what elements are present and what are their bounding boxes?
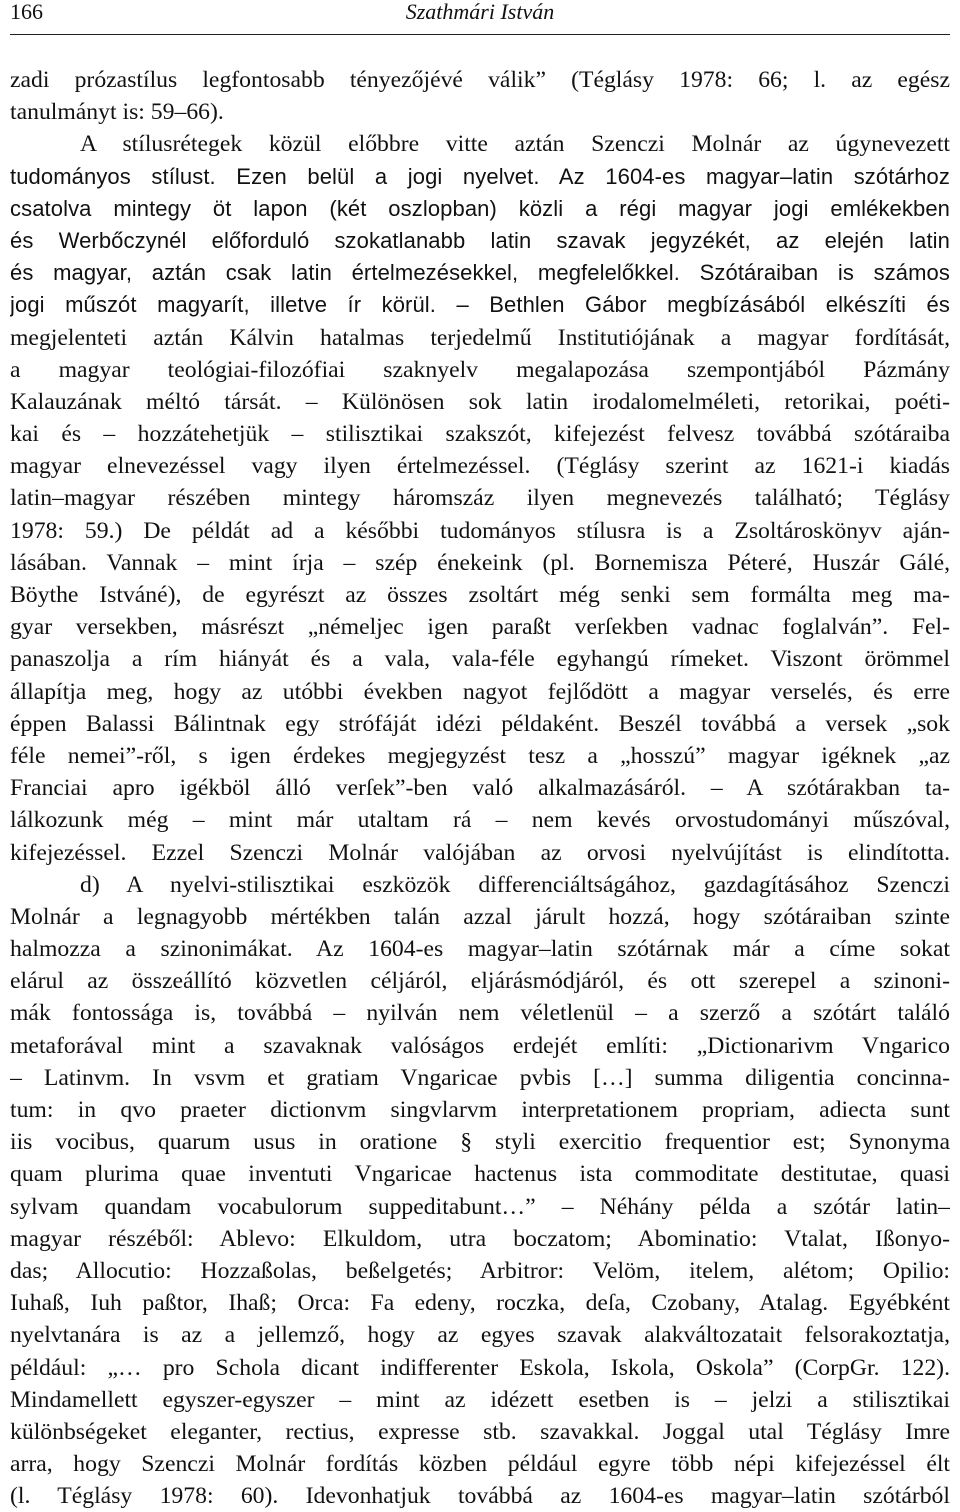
- text-line: elárul az összeállító közvetlen céljáról, eljárásmódjáról, és ott szerepel a szinoni-: [10, 968, 950, 995]
- text-line: megjelenteti aztán Kálvin hatalmas terjedelmű Institutiójának a magyar fordítását,: [10, 324, 950, 351]
- text-line: mák fontossága is, továbbá – nyilván nem véletlenül – a szerző a szótárt találó: [10, 1000, 950, 1027]
- text-line: és Werbőczynél előforduló szokatlanabb latin szavak jegyzékét, az elején latin: [10, 227, 950, 253]
- body-text: [10, 64, 950, 1512]
- text-line: például: „… pro Schola dicant indifferenter Eskola, Iskola, Oskola” (CorpGr. 122).: [10, 1354, 950, 1381]
- text-line: Iuhaß, Iuh paßtor, Ihaß; Orca: Fa edeny, roczka, deſa, Czobany, Atalag. Egyébként: [10, 1290, 950, 1317]
- text-line: lásában. Vannak – mint írja – szép énekeink (pl. Bornemisza Péteré, Huszár Gálé,: [10, 549, 950, 576]
- text-line: tanulmányt is: 59–66).: [10, 99, 224, 126]
- text-line: Molnár a legnagyobb mértékben talán azzal járult hozzá, hogy szótáraiban szinte: [10, 903, 950, 930]
- text-line: Franciai apro igékböl álló verſek”-ben való alkalmazásáról. – A szótárakban ta-: [10, 775, 950, 802]
- text-line: – Latinvm. In vsvm et gratiam Vngaricae pvbis […] summa diligentia concinna-: [10, 1064, 950, 1091]
- text-line: magyar részéből: Ablevo: Elkuldom, utra boczatom; Abominatio: Vtalat, Ißonyo-: [10, 1225, 950, 1252]
- text-line: éppen Balassi Bálintnak egy strófáját idézi példaként. Beszél továbbá a versek „sok: [10, 710, 950, 737]
- text-line: (l. Téglásy 1978: 60). Idevonhatjuk továbbá az 1604-es magyar–latin szótárból: [10, 1483, 950, 1510]
- text-line: latin–magyar részében mintegy háromszáz ilyen megnevezés található; Téglásy: [10, 485, 950, 512]
- text-line: d) A nyelvi-stilisztikai eszközök differenciáltságához, gazdagításához Szenczi: [80, 871, 950, 898]
- text-line: a magyar teológiai-filozófiai szaknyelv megalapozása szempontjából Pázmány: [10, 356, 950, 383]
- text-line: és magyar, aztán csak latin értelmezésekkel, megfelelőkkel. Szótáraiban is számos: [10, 260, 950, 286]
- text-line: gyar versekben, másrészt „némeljec igen paraßt verſekben vadnac foglalván”. Fel-: [10, 614, 950, 641]
- text-line: különbségeket eleganter, rectius, expresse stb. szavakkal. Joggal utal Téglásy Imre: [10, 1418, 950, 1445]
- page-number: 166: [10, 0, 43, 24]
- text-line: Kalauzának méltó társát. – Különösen sok latin irodalomelméleti, retorikai, poéti-: [10, 388, 950, 415]
- text-line: sylvam quandam vocabulorum suppeditabunt…” – Néhány példa a szótár latin–: [10, 1193, 950, 1220]
- text-line: Mindamellett egyszer-egyszer – mint az idézett esetben is – jelzi a stilisztikai: [10, 1386, 950, 1413]
- running-head: Szathmári István: [405, 0, 555, 24]
- text-line: tum: in qvo praeter dictionvm singvlarvm interpretationem propriam, adiecta sunt: [10, 1097, 950, 1123]
- text-line: metaforával mint a szavaknak valóságos erdejét említi: „Dictionarivm Vngarico: [10, 1032, 950, 1059]
- text-line: das; Allocutio: Hozzaßolas, beßelgetés; Arbitror: Velöm, itelem, alétom; Opilio:: [10, 1257, 950, 1284]
- text-line: csatolva mintegy öt lapon (két oszlopban) közli a régi magyar jogi emlékekben: [10, 195, 950, 221]
- text-line: állapítja meg, hogy az utóbbi években nagyot fejlődött a magyar verselés, és erre: [10, 678, 950, 705]
- text-line: zadi prózastílus legfontosabb tényezőjévé válik” (Téglásy 1978: 66; l. az egész: [10, 67, 950, 93]
- text-line: lálkozunk még – mint már utaltam rá – nem kevés orvostudományi műszóval,: [10, 807, 950, 834]
- text-line: kifejezéssel. Ezzel Szenczi Molnár valójában az orvosi nyelvújítást is elindította.: [10, 839, 950, 866]
- text-line: halmozza a szinonimákat. Az 1604-es magyar–latin szótárnak már a címe sokat: [10, 936, 950, 963]
- text-line: magyar elnevezéssel vagy ilyen értelmezéssel. (Téglásy szerint az 1621-i kiadás: [10, 453, 950, 480]
- text-line: panaszolja a rím hiányát és a vala, vala-féle egyhangú rímeket. Viszont örömmel: [10, 646, 950, 673]
- page-header: [10, 0, 950, 35]
- text-line: Böythe Istváné), de egyrészt az összes zsoltárt még senki sem formálta meg ma-: [10, 582, 950, 608]
- text-line: jogi műszót magyarít, illetve ír körül. – Bethlen Gábor megbízásából elkészíti és: [10, 292, 950, 318]
- text-line: arra, hogy Szenczi Molnár fordítás közben például egyre több népi kifejezéssel élt: [10, 1451, 950, 1478]
- text-line: 1978: 59.) De példát ad a későbbi tudományos stílusra is a Zsoltároskönyv aján-: [10, 517, 950, 544]
- text-line: féle nemei”-ről, s igen érdekes megjegyzést tesz a „hosszú” magyar igéknek „az: [10, 742, 950, 769]
- text-line: nyelvtanára is az a jellemző, hogy az egyes szavak alakváltozatait felsorakoztatja,: [10, 1322, 950, 1349]
- text-line: quam plurima quae inventuti Vngaricae hactenus ista commoditate destitutae, quasi: [10, 1161, 950, 1188]
- text-line: kai és – hozzátehetjük – stilisztikai szakszót, kifejezést felvesz továbbá szótáraiba: [10, 421, 950, 448]
- text-line: tudományos stílust. Ezen belül a jogi nyelvet. Az 1604-es magyar–latin szótárhoz: [10, 163, 950, 189]
- text-line: A stílusrétegek közül előbbre vitte aztán Szenczi Molnár az úgynevezett: [80, 131, 950, 158]
- text-line: iis vocibus, quarum usus in oratione § styli exercitio frequentior est; Synonyma: [10, 1129, 950, 1156]
